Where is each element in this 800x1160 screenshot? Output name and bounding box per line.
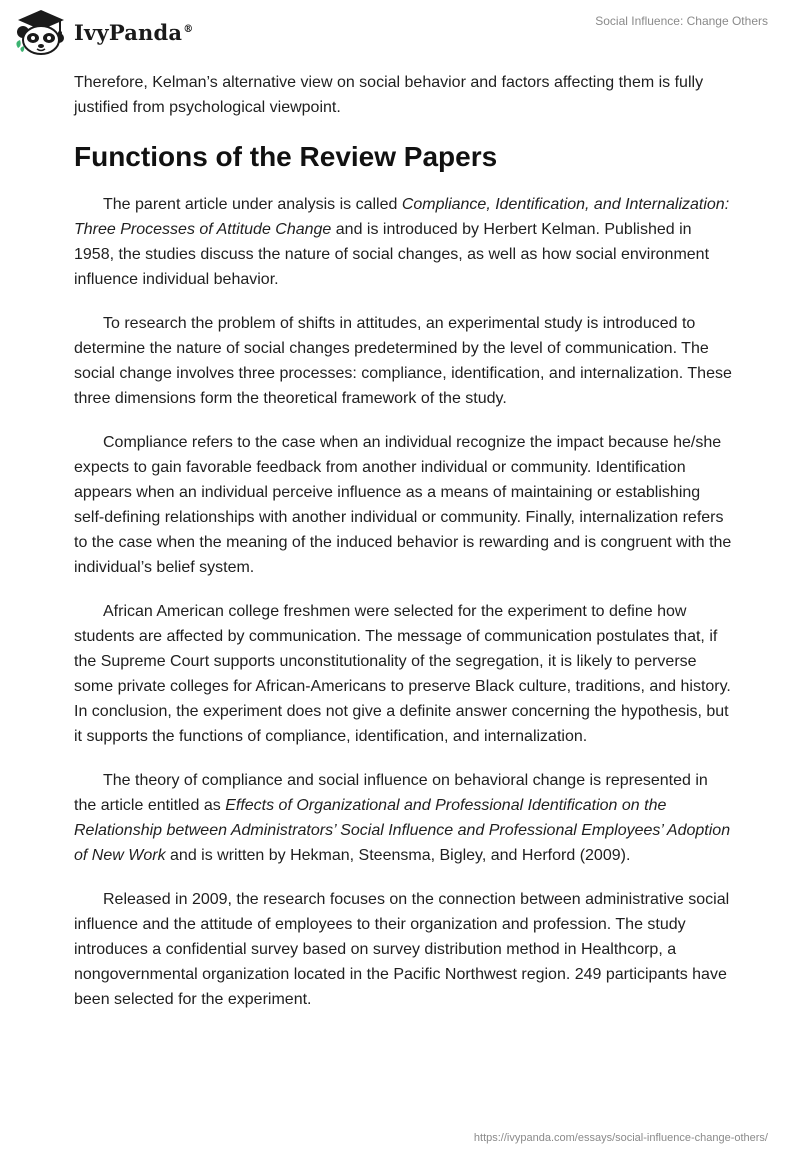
intro-paragraph: Therefore, Kelman’s alternative view on social behavior and factors affecting them is fully justified from psychological viewpoint. [74,74,704,116]
logo-wordmark: IvyPanda® [74,19,194,45]
paragraph-research-problem: To research the problem of shifts in attitudes, an experimental study is introduced to determine the nature of social changes predetermined by the level of communication. The social change involves three processes: compliance, identification, and internalization. These three dimensions form the theoretical framework of the study. [74,315,732,407]
source-url-link[interactable]: https://ivypanda.com/essays/social-influence-change-others/ [473,1132,768,1144]
document-title: Social Influence: Change Others [595,14,768,28]
paragraph-parent-article: The parent article under analysis is called Compliance, Identification, and Internalization: Three Processes of Attitude Change and is introduced by Herbert Kelman. Published in 1958, the studies discuss the nature of social changes, as well as how social environment influence individual behavior. [74,196,730,288]
paragraph-second-article: The theory of compliance and social influence on behavioral change is represented in the article entitled as Effects of Organizational and Professional Identification on the Relationship between Administrators’ Social Influence and Professional Employees’ Adoption of New Work and is written by Hekman, Steensma, Bigley, and Herford (2009). [74,772,731,864]
paragraph-experiment: African American college freshmen were selected for the experiment to define how students are affected by communication. The message of communication postulates that, if the Supreme Court supports unconstitutionality of the segregation, it is likely to perverse some private colleges for African-Americans to preserve Black culture, traditions, and history. In conclusion, the experiment does not give a definite answer concerning the hypothesis, but it supports the functions of compliance, identification, and internalization. [74,603,731,745]
ivypanda-logo[interactable] [14,8,193,56]
article-title-kelman: Compliance, Identification, and Internalization: Three Processes of Attitude Change [74,196,730,238]
paragraph-released-2009: Released in 2009, the research focuses on the connection between administrative social influence and the attitude of employees to their organization and profession. The study introduces a confidential survey based on survey distribution method in Healthcorp, a nongovernmental organization located in the Pacific Northwest region. 249 participants have been selected for the experiment. [74,891,730,1008]
panda-graduate-icon [14,8,68,56]
page-header [0,0,800,68]
section-heading: Functions of the Review Papers [74,141,498,172]
article-title-hekman: Effects of Organizational and Professional Identification on the Relationship between Administrators’ Social Influence and Professional Employees’ Adoption of New Work [74,797,731,864]
paragraph-compliance: Compliance refers to the case when an individual recognize the impact because he/she expects to gain favorable feedback from another individual or community. Identification appears when an individual perceive influence as a means of maintaining or establishing self-defining relationships with another individual or community. Finally, internalization refers to the case when the meaning of the induced behavior is rewarding and is congruent with the individual’s belief system. [74,434,732,576]
essay-body [74,70,734,1031]
